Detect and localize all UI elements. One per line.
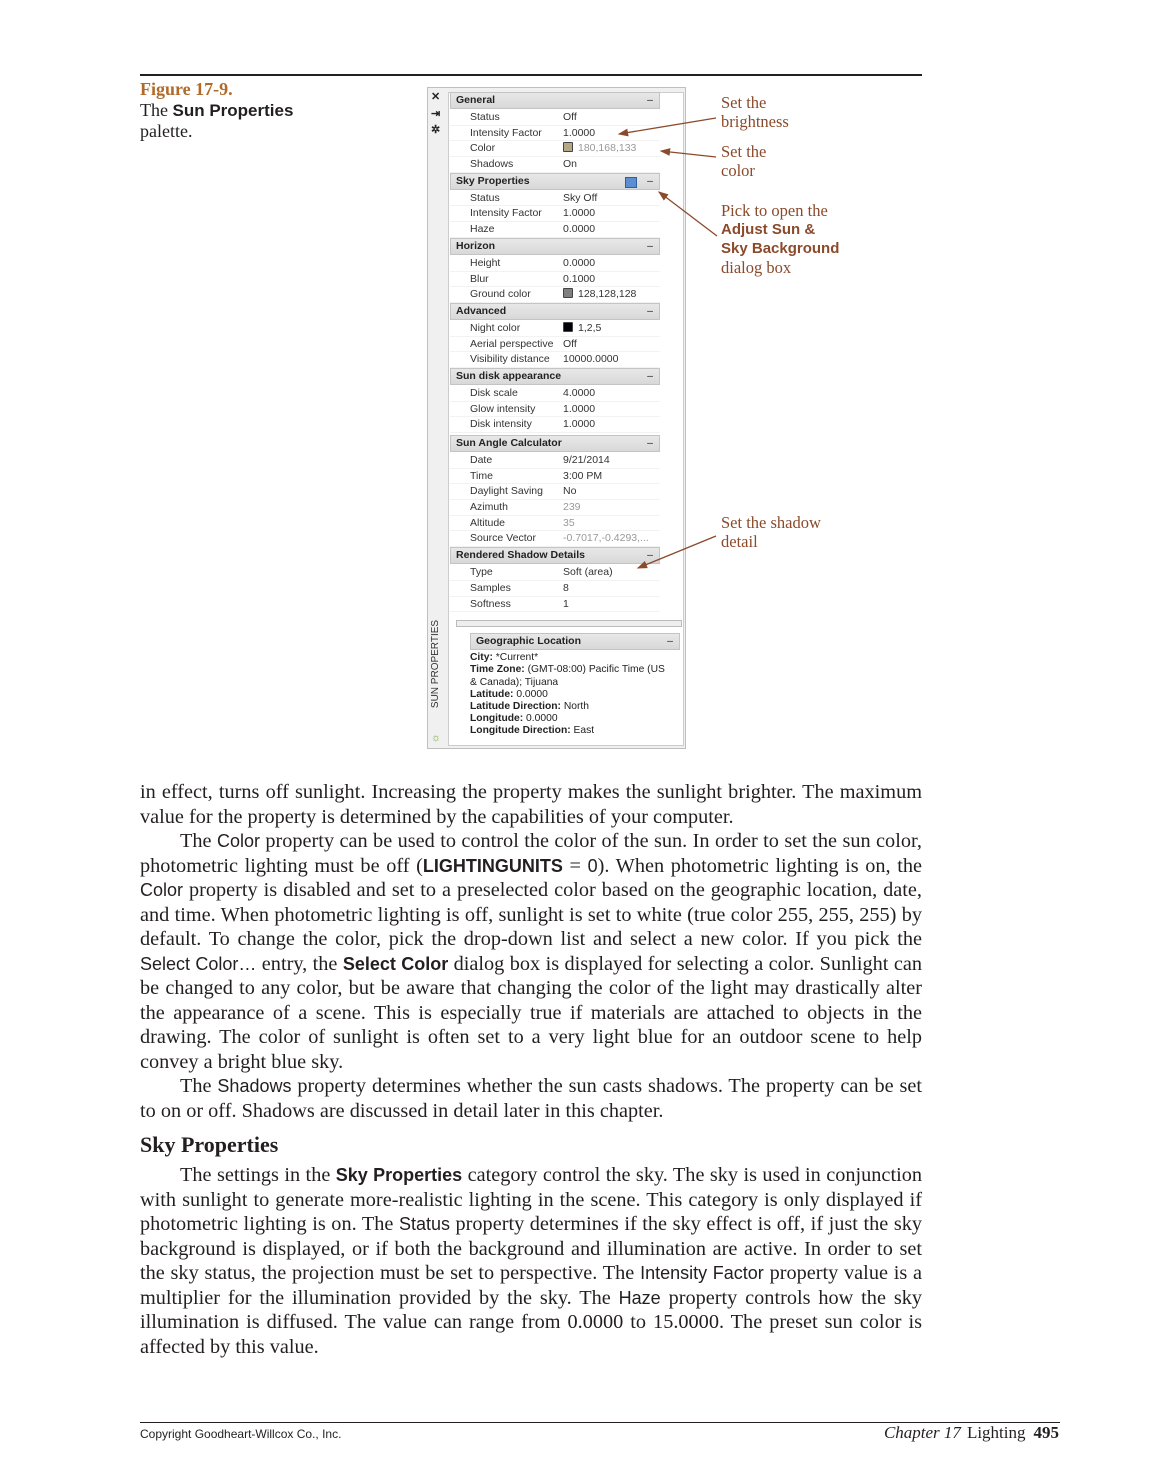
paragraph xyxy=(140,1163,922,1359)
property-label: Haze xyxy=(470,223,495,236)
chapter-label: Chapter 17 xyxy=(883,1423,961,1442)
text-run: The xyxy=(180,830,217,852)
page-number: 495 xyxy=(1033,1423,1059,1442)
arrow-shadow xyxy=(638,536,716,568)
property-label: Visibility distance xyxy=(470,353,550,366)
collapse-icon[interactable]: – xyxy=(647,437,653,449)
property-value[interactable]: 10000.0000 xyxy=(563,353,619,366)
property-label: Altitude xyxy=(470,516,506,529)
text-run: The xyxy=(180,1075,218,1097)
collapse-icon[interactable]: – xyxy=(647,549,653,562)
collapse-icon[interactable]: – xyxy=(647,174,653,187)
figure-number: Figure 17-9. xyxy=(140,79,233,99)
collapse-icon[interactable]: – xyxy=(647,304,653,317)
property-label: Night color xyxy=(470,321,521,334)
geo-value: (GMT-08:00) Pacific Time (US xyxy=(524,664,665,676)
ui-term: Select Color xyxy=(342,953,449,974)
text-run: property can be used to control the color of the sun. In order to set the sun color, photometric lighting must be off ( xyxy=(140,830,922,877)
property-label: Azimuth xyxy=(470,501,508,514)
geo-key: Latitude Direction: xyxy=(470,701,561,712)
property-label: Daylight Saving xyxy=(470,485,543,498)
geo-key: Longitude: xyxy=(470,713,524,725)
geo-key: Latitude: xyxy=(470,688,514,700)
section-title: Sky Properties xyxy=(456,174,530,187)
arrow-sky xyxy=(659,192,717,236)
callout-line: color xyxy=(721,161,755,180)
property-label: Status xyxy=(470,111,500,123)
collapse-icon[interactable]: – xyxy=(647,94,653,106)
property-value[interactable]: 0.1000 xyxy=(563,272,596,285)
callout-line: Set the shadow xyxy=(721,513,821,532)
ui-term: Color xyxy=(140,880,184,900)
property-value[interactable]: 128,128,128 xyxy=(563,287,636,302)
text-run: property controls how the sky illumination is diffused. The value can range from 0.0000 to 15.0000. The preset sun color is affected by this value. xyxy=(140,1286,922,1358)
property-value[interactable]: 1.0000 xyxy=(563,418,596,431)
property-value[interactable]: 8 xyxy=(563,581,569,594)
geo-value: North xyxy=(560,701,590,712)
callout-line: Pick to open the xyxy=(721,201,828,220)
property-value[interactable]: 3:00 PM xyxy=(563,469,603,482)
ui-term: Intensity Factor xyxy=(640,1263,764,1283)
geo-value: 0.0000 xyxy=(513,688,548,700)
ui-term: Status xyxy=(398,1214,450,1234)
callout-shadow xyxy=(721,513,821,551)
geo-value: *Current* xyxy=(492,652,539,664)
text-run: The settings in the xyxy=(180,1164,336,1186)
property-label: Samples xyxy=(470,581,511,594)
callout-brightness xyxy=(721,93,789,131)
chapter-title: Lighting xyxy=(966,1423,1026,1442)
copyright: Copyright Goodheart-Willcox Co., Inc. xyxy=(140,1427,342,1441)
geo-value: & Canada); Tijuana xyxy=(470,676,559,688)
geo-value: East xyxy=(570,725,595,737)
callout-line: Set the xyxy=(721,142,767,161)
arrow-brightness xyxy=(619,118,716,134)
property-label: Source Vector xyxy=(470,532,536,545)
property-value[interactable]: 1.0000 xyxy=(563,402,596,415)
property-label: Height xyxy=(470,256,501,269)
geo-key: City: xyxy=(470,652,493,664)
text-run: category control the sky. The sky is used in conjunction with sunlight to generate more-realistic lighting in the scene. This category is only displayed if photometric lighting is on. The xyxy=(140,1164,922,1235)
text-run: property determines if the sky effect is off, if just the sky background is displayed, or if both the background and illumination are active. In order to set the sky status, the projection must be set to perspective. The xyxy=(140,1213,922,1284)
ui-term: Shadows xyxy=(217,1076,292,1096)
section-title: Sun disk appearance xyxy=(456,369,562,382)
property-value[interactable]: Soft (area) xyxy=(563,566,613,579)
ui-term: 0 xyxy=(587,855,598,876)
property-value[interactable]: 9/21/2014 xyxy=(563,454,610,466)
property-value[interactable]: On xyxy=(563,158,578,171)
property-value[interactable]: Sky Off xyxy=(563,191,598,204)
text-run: property determines whether the sun casts shadows. The property can be set to on or off. Shadows are discussed in detail later in this chapter. xyxy=(140,1075,922,1122)
ui-term: Select Color… xyxy=(140,953,257,974)
palette-vertical-title: SUN PROPERTIES xyxy=(430,619,441,709)
section-title: Advanced xyxy=(456,304,507,317)
section-title: Horizon xyxy=(456,239,496,252)
property-value[interactable]: 239 xyxy=(563,501,581,514)
callout-line: Set the xyxy=(721,93,767,112)
caption-text: The xyxy=(140,100,173,120)
ui-term: Sky Properties xyxy=(335,1165,463,1185)
geo-key: Time Zone: xyxy=(470,664,525,676)
property-label: Time xyxy=(470,469,493,482)
property-value[interactable]: 1,2,5 xyxy=(563,321,601,336)
callout-line: brightness xyxy=(721,112,789,131)
paragraph xyxy=(140,780,922,829)
property-value[interactable]: 1 xyxy=(563,597,569,610)
property-label: Ground color xyxy=(470,288,531,301)
property-label: Type xyxy=(470,566,493,579)
section-title: Rendered Shadow Details xyxy=(456,549,585,562)
text-run: dialog box is displayed for selecting a color. Sunlight can be changed to any color, but be aware that changing the color of the light may drastically alter the appearance of a scene. This is especially true if materials are attached to objects in the drawing. The color of sunlight is often set to a very light blue for an outdoor scene to help convey a bright blue sky. xyxy=(140,952,922,1073)
callout-line: Sky Background xyxy=(721,240,840,257)
section-title: General xyxy=(456,94,496,106)
property-value[interactable]: 0.0000 xyxy=(563,223,596,236)
section-title: Sun Angle Calculator xyxy=(456,437,562,449)
property-value[interactable]: 0.0000 xyxy=(563,256,596,269)
section-heading: Sky Properties xyxy=(140,1132,279,1157)
body-text xyxy=(140,780,922,1359)
paragraph xyxy=(140,829,922,1074)
callout-line: Adjust Sun & xyxy=(721,221,816,238)
arrow-color xyxy=(661,151,716,157)
property-value[interactable]: Off xyxy=(563,337,577,350)
sun-icon: ☼ xyxy=(431,732,442,744)
property-value[interactable]: 35 xyxy=(563,516,575,529)
paragraph xyxy=(140,1074,922,1123)
caption-text-end: palette. xyxy=(140,121,193,141)
property-label: Shadows xyxy=(470,158,514,171)
property-value[interactable]: 180,168,133 xyxy=(563,141,636,156)
text-run: ). When photometric lighting is on, the xyxy=(597,854,923,877)
property-label: Status xyxy=(470,191,500,204)
collapse-icon[interactable]: – xyxy=(667,635,673,648)
ui-term: Color xyxy=(216,831,260,851)
callout-line: dialog box xyxy=(721,258,792,277)
text-run: = xyxy=(562,854,588,877)
property-label: Disk intensity xyxy=(470,418,532,431)
property-label: Intensity Factor xyxy=(470,207,542,220)
property-value[interactable]: -0.7017,-0.4293,... xyxy=(563,532,649,545)
property-label: Date xyxy=(470,454,493,466)
callout-color xyxy=(721,142,766,180)
property-value[interactable]: Off xyxy=(563,111,577,123)
property-label: Intensity Factor xyxy=(470,126,542,139)
text-run: entry, the xyxy=(256,952,343,975)
property-label: Disk scale xyxy=(470,386,518,399)
collapse-icon[interactable]: – xyxy=(647,239,653,252)
callout-line: detail xyxy=(721,532,758,551)
auto-hide-icon[interactable]: ⇥ xyxy=(431,108,441,120)
folio xyxy=(884,1423,1059,1443)
ui-term: Haze xyxy=(618,1287,661,1308)
property-value[interactable]: 1.0000 xyxy=(563,126,596,139)
property-value[interactable]: 1.0000 xyxy=(563,207,596,220)
text-run: property value is a multiplier for the illumination provided by the sky. The xyxy=(140,1262,923,1309)
property-label: Color xyxy=(470,142,496,155)
collapse-icon[interactable]: – xyxy=(647,369,653,382)
property-value[interactable]: 4.0000 xyxy=(563,386,596,399)
property-value[interactable]: No xyxy=(563,485,577,498)
property-label: Aerial perspective xyxy=(470,337,554,350)
text-run: in effect, turns off sunlight. Increasing the property makes the sunlight brighter. The maximum value for the property is determined by the capabilities of your computer. xyxy=(140,781,922,828)
geo-key: Longitude Direction: xyxy=(470,725,571,737)
caption-bold: Sun Properties xyxy=(172,101,294,120)
close-icon[interactable]: ✕ xyxy=(431,91,441,103)
property-label: Blur xyxy=(470,272,489,285)
ui-term: LIGHTINGUNITS xyxy=(422,855,563,876)
geo-value: 0.0000 xyxy=(523,713,558,725)
section-title: Geographic Location xyxy=(476,635,582,648)
text-run: property is disabled and set to a preselected color based on the geographic location, date, and time. When photometric lighting is off, sunlight is set to white (true color 255, 255, 255) by default. To change the color, pick the drop-down list and select a new color. If you pick the xyxy=(140,879,922,950)
callout-sky-dialog xyxy=(721,201,839,277)
properties-gear-icon[interactable]: ✲ xyxy=(431,124,441,136)
property-label: Glow intensity xyxy=(470,402,536,415)
property-label: Softness xyxy=(470,597,511,610)
